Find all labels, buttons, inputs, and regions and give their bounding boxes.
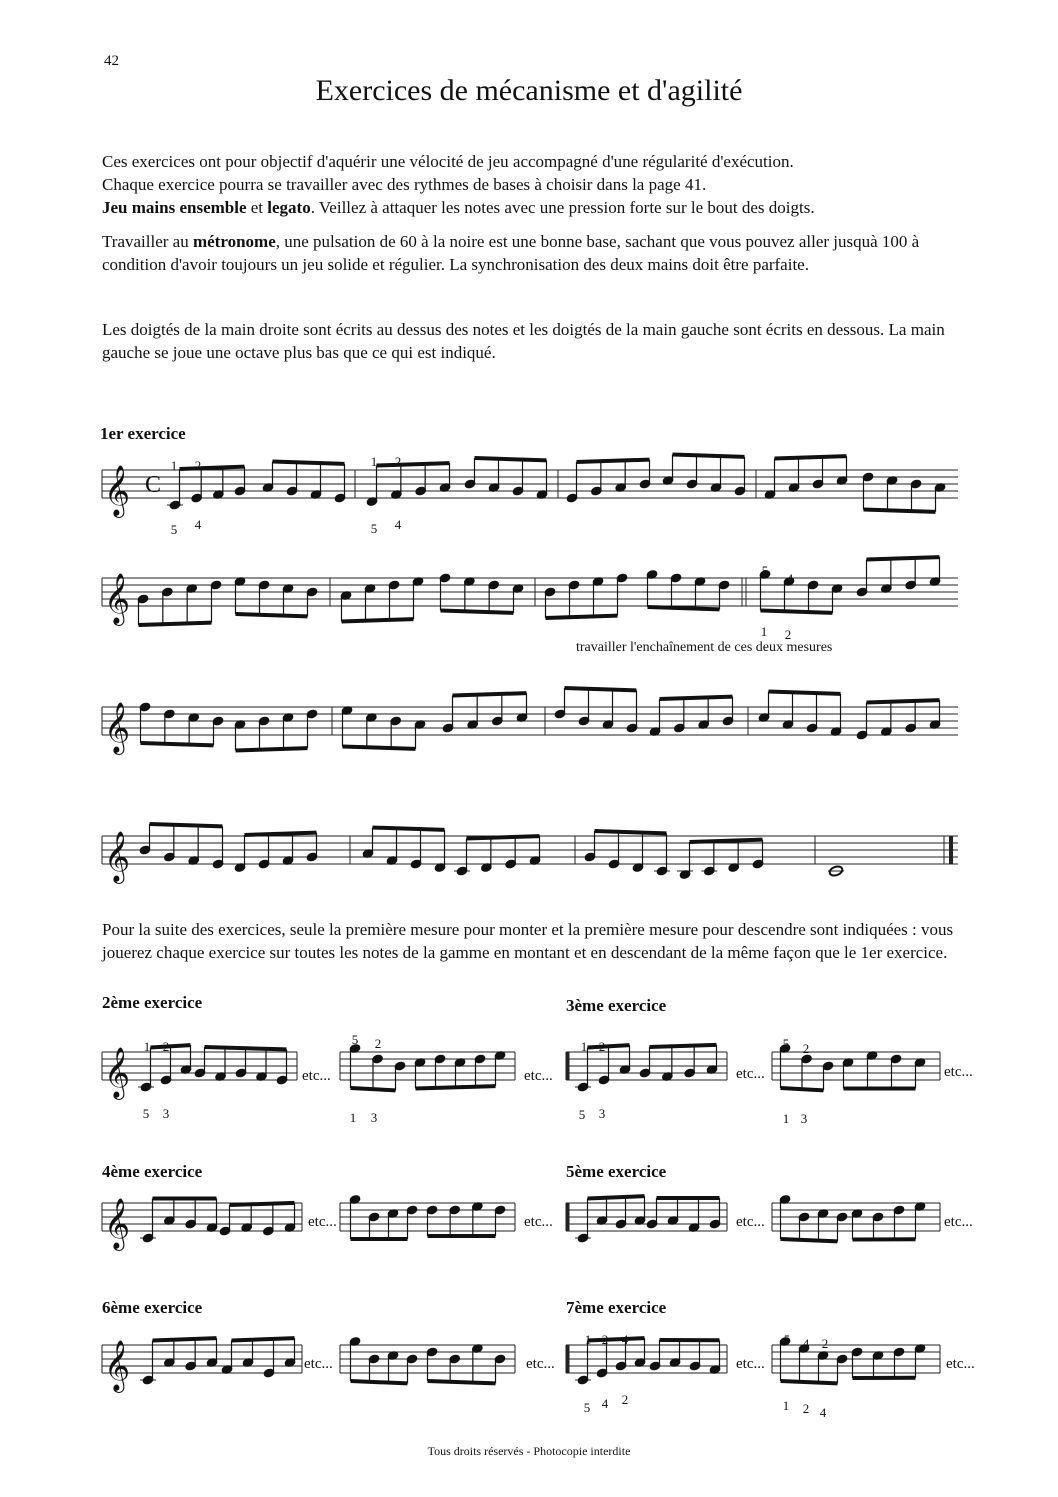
fingering-number: 2 [601,1332,609,1347]
metronome-bold: métronome [192,232,276,251]
page-footer: Tous droits réservés - Photocopie interdite [427,1444,631,1458]
intro-line-2: Chaque exercice pourra se travailler avec des rythmes de bases à choisir dans la page 41. [102,175,707,194]
etc-label: etc... [736,1356,765,1372]
note-beam [577,460,650,462]
fingering-number: 4 [786,571,794,586]
etc-label: etc... [526,1356,555,1372]
fingering-number: 5 [578,1107,586,1122]
note-beam [230,1203,295,1205]
note-beam [141,743,214,745]
fingering-number: 4 [601,1396,609,1411]
note-beam [273,462,345,464]
note-beam [467,836,540,838]
note-beam [475,458,547,460]
etc-label: etc... [304,1356,333,1372]
note-beam [377,463,450,465]
fingering-number: 2 [802,1041,810,1056]
fingering-number: 2 [802,1401,810,1416]
fingering-number: 4 [802,1336,810,1351]
note-beam [565,688,637,690]
fingering-text: Les doigtés de la main droite sont écrits au dessus des notes et les doigtés de la main gauche sont écrits en dessous. La main gauche se joue une octave plus bas que ce qui est indiqué. [102,320,945,362]
fingering-number: 2 [194,458,202,473]
fingering-number: 2 [821,1336,829,1351]
etc-label: etc... [946,1356,975,1372]
treble-clef-icon: 𝄞 [104,1047,131,1098]
fingering-number: 1 [170,458,178,473]
note-beam [453,693,527,695]
fingering-number: 2 [598,1039,606,1054]
exercise-4-title: 4ème exercice [102,1162,203,1181]
note-beam [343,747,416,749]
etc-label: etc... [302,1068,331,1084]
fingering-number: 2 [374,1036,382,1051]
fingering-number: 5 [142,1106,150,1121]
note-beam [864,510,936,512]
note-beam [373,828,445,830]
metronome-a: Travailler au [102,232,193,251]
note-beam [180,467,245,469]
note-beam [781,1239,838,1241]
note-beam [139,623,212,625]
fingering-number: 2 [784,627,792,642]
note-beam [588,1338,645,1340]
note-beam [351,1381,408,1383]
fingering-number: 5 [170,522,178,537]
note-beam [205,1047,287,1049]
fingering-number: 5 [783,1332,791,1347]
fingering-number: 5 [782,1036,790,1051]
note-beam [775,456,847,458]
fingering-number: 1 [143,1039,151,1054]
fingering-number: 1 [760,624,768,639]
fingering-number: 3 [162,1106,170,1121]
treble-clef-icon: 𝄞 [104,702,131,753]
intro-bold-1: Jeu mains ensemble [102,198,247,217]
note-beam [416,1086,496,1088]
intro-et: et [246,198,268,217]
note-beam [761,611,833,613]
intro-line-3-rest: . Veillez à attaquer les notes avec une pression forte sur le bout des doigts. [310,198,815,217]
treble-clef-icon: 𝄞 [104,1198,131,1249]
note-beam [428,1381,496,1383]
etc-label: etc... [524,1214,553,1230]
exercise-3-title: 3ème exercice [566,996,667,1015]
fingering-number: 5 [351,1032,359,1047]
treble-clef-icon: 𝄞 [104,1340,131,1391]
fingering-number: 1 [370,454,378,469]
treble-clef-icon: 𝄞 [104,831,131,882]
note-beam [151,1045,191,1047]
note-beam [595,831,667,833]
treble-clef-icon: 𝄞 [104,573,131,624]
note-beam [236,748,308,750]
page-number: 42 [104,53,119,69]
link-measures-caption: travailler l'enchaînement de ces deux mesures [576,640,833,655]
fingering-number: 2 [621,1392,629,1407]
note-beam [153,1338,217,1340]
etc-label: etc... [944,1214,973,1230]
note-beam [867,557,940,559]
etc-label: etc... [736,1214,765,1230]
fingering-number: 4 [621,1332,629,1347]
note-beam [781,1381,838,1383]
note-beam [690,840,763,842]
etc-label: etc... [308,1214,337,1230]
fingering-number: 3 [800,1111,808,1126]
note-beam [351,1088,396,1090]
fingering-number: 2 [162,1039,170,1054]
exercise-6-title: 6ème exercice [102,1298,203,1317]
note-beam [769,692,841,694]
note-beam [673,455,745,457]
note-beam [588,1045,630,1047]
note-beam [588,1196,645,1198]
page-title: Exercices de mécanisme et d'agilité [315,74,743,107]
fingering-number: 5 [761,563,769,578]
fingering-number: 4 [819,1405,827,1420]
exercise-5-title: 5ème exercice [566,1162,667,1181]
fingering-number: 3 [370,1110,378,1125]
note-beam [648,607,720,609]
exercise-2-title: 2ème exercice [102,993,203,1012]
intro-line-1: Ces exercices ont pour objectif d'aquérir une vélocité de jeu accompagné d'une régularité d'exécution. [102,152,794,171]
exercise-1-title: 1er exercice [100,424,186,443]
fingering-number: 1 [584,1332,592,1347]
intro-bold-2: legato [267,198,311,217]
fingering-number: 4 [394,517,402,532]
note-beam [441,611,514,613]
fingering-number: 2 [394,454,402,469]
note-beam [781,1088,824,1090]
etc-label: etc... [736,1066,765,1082]
fingering-number: 4 [194,517,202,532]
etc-label: etc... [524,1068,553,1084]
note-beam [867,700,940,702]
note-beam [232,1338,295,1340]
note-beam [150,824,223,826]
fingering-number: 5 [583,1400,591,1415]
note-beam [546,616,618,618]
fingering-number: 3 [598,1106,606,1121]
fingering-number: 1 [580,1039,588,1054]
metronome-b: , une pulsation de 60 à la noire est une bonne base, sachant que vous pouvez aller jusquà 100 à condition d'avoir toujours un jeu solide et régulier. La synchronisation des deux mains doit être parfaite. [102,232,920,274]
note-beam [660,697,733,699]
exercise-7-title: 7ème exercice [566,1298,667,1317]
note-beam [236,614,308,616]
note-beam [650,1045,717,1047]
fingering-number: 5 [370,521,378,536]
note-beam [245,833,317,835]
fingering-number: 1 [782,1398,790,1413]
fingering-number: 1 [349,1110,357,1125]
time-signature: C [145,472,162,498]
suite-text: Pour la suite des exercices, seule la première mesure pour monter et la première mesure pour descendre sont indiquées : vous jouerez chaque exercice sur toutes les notes de la gamme en montant et en descendant de la même façon que le 1er exercice. [102,920,954,962]
treble-clef-icon: 𝄞 [104,465,131,516]
etc-label: etc... [944,1064,973,1080]
note-beam [342,619,414,621]
fingering-number: 1 [782,1111,790,1126]
